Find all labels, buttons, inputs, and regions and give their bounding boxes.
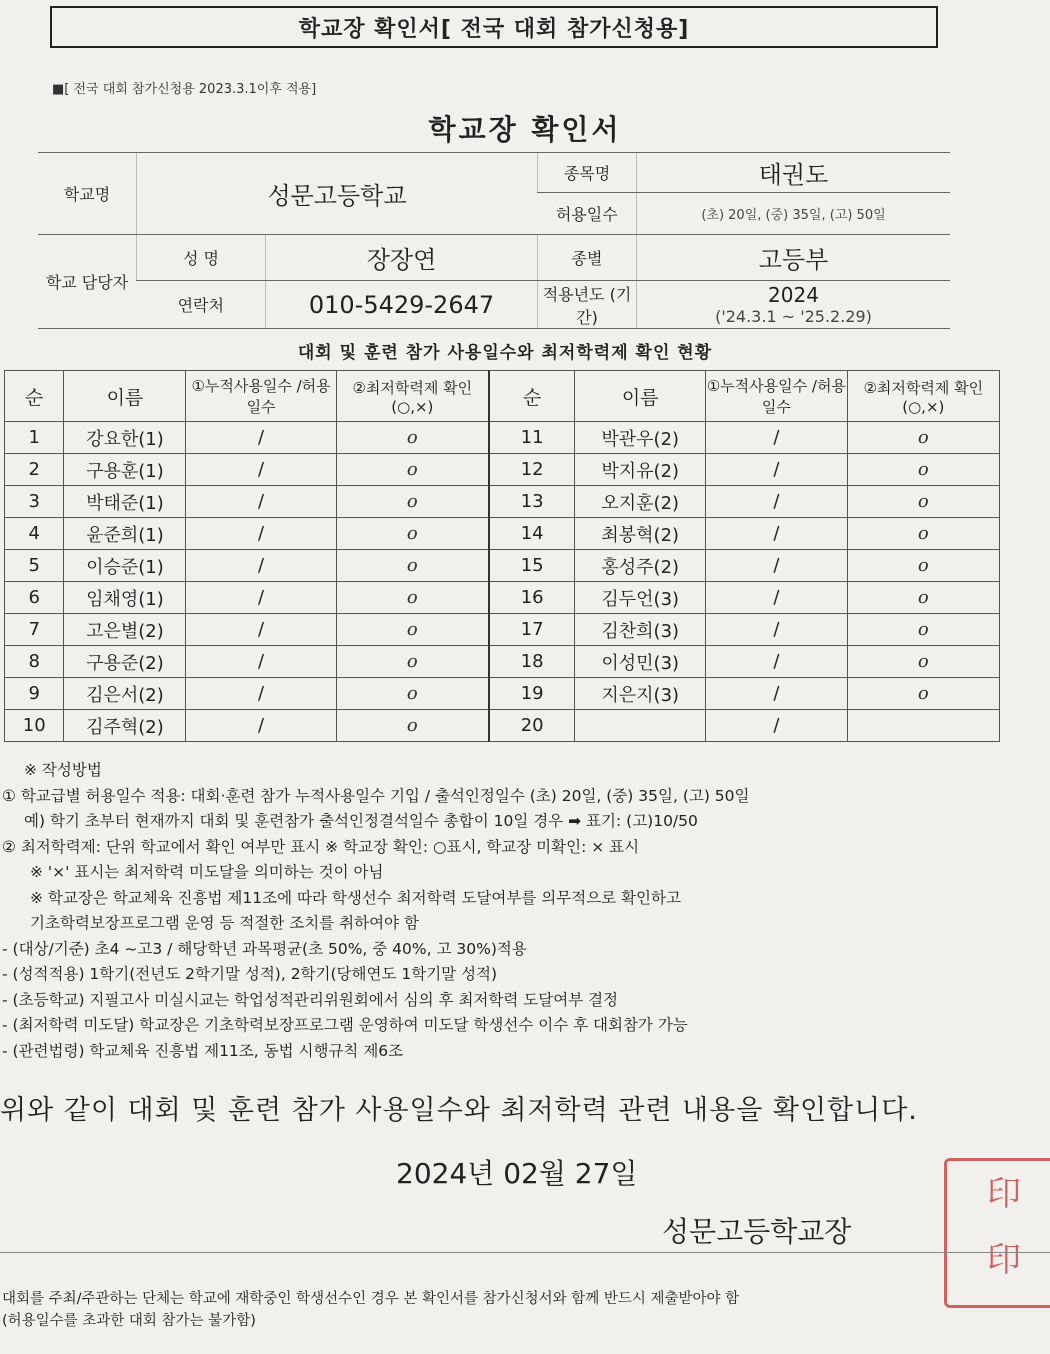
row-no: 8 <box>5 646 64 678</box>
instruction-line: ※ '×' 표시는 최저학력 미도달을 의미하는 것이 아님 <box>30 863 384 881</box>
row-days: / <box>186 454 336 486</box>
row-no: 4 <box>5 518 64 550</box>
row-check: o <box>847 614 999 646</box>
header-no: 순 <box>489 371 575 422</box>
row-check: o <box>847 486 999 518</box>
row-name: 이성민(3) <box>575 646 706 678</box>
year-label: 적용년도 (기간) <box>538 281 637 329</box>
table-row <box>5 710 1000 742</box>
row-days: / <box>186 646 336 678</box>
row-check: o <box>336 646 489 678</box>
row-name: 오지훈(2) <box>575 486 706 518</box>
row-check: o <box>336 486 489 518</box>
year-cell <box>637 281 951 329</box>
row-name: 윤준희(1) <box>64 518 186 550</box>
row-no: 14 <box>489 518 575 550</box>
row-check: o <box>847 518 999 550</box>
footer-divider <box>0 1252 1050 1253</box>
instruction-line: ② 최저학력제: 단위 학교에서 확인 여부만 표시 ※ 학교장 확인: ○표시, 학교장 미확인: × 표시 <box>2 837 640 856</box>
division-value: 고등부 <box>637 235 951 281</box>
document-title: 학교장 확인서 <box>428 113 622 146</box>
row-days: / <box>186 518 336 550</box>
header-check: ②최저학력제 확인(○,×) <box>847 371 999 422</box>
name-label: 성 명 <box>137 235 266 281</box>
instruction-line: - (초등학교) 지필고사 미실시교는 학업성적관리위원회에서 심의 후 최저학력 도달여부 결정 <box>2 990 619 1009</box>
row-check: o <box>336 582 489 614</box>
row-no: 15 <box>489 550 575 582</box>
table-row <box>5 582 1000 614</box>
period-value: ('24.3.1 ~ '25.2.29) <box>715 307 872 326</box>
row-days: / <box>706 422 848 454</box>
row-check: o <box>847 646 999 678</box>
row-name: 이승준(1) <box>64 550 186 582</box>
footer-line: 대회를 주최/주관하는 단체는 학교에 재학중인 학생선수인 경우 본 확인서를 참가신청서와 함께 반드시 제출받아야 함 <box>2 1291 740 1307</box>
row-days: / <box>706 518 848 550</box>
row-days: / <box>706 710 848 742</box>
row-no: 9 <box>5 678 64 710</box>
row-name: 김은서(2) <box>64 678 186 710</box>
issue-date: 2024년 02월 27일 <box>396 1157 638 1190</box>
instruction-line: - (관련법령) 학교체육 진흥법 제11조, 동법 시행규칙 제6조 <box>2 1041 404 1060</box>
row-name: 강요한(1) <box>64 422 186 454</box>
row-days: / <box>186 678 336 710</box>
row-days: / <box>706 678 848 710</box>
row-no: 3 <box>5 486 64 518</box>
footer-notes <box>2 1288 739 1332</box>
table-row <box>5 678 1000 710</box>
row-days: / <box>186 486 336 518</box>
row-check: o <box>847 550 999 582</box>
row-check: o <box>847 678 999 710</box>
table-row <box>5 422 1000 454</box>
allowed-days-label: 허용일수 <box>538 193 637 235</box>
instruction-line: - (성적적용) 1학기(전년도 2학기말 성적), 2학기(당해연도 1학기말 성적) <box>2 965 498 983</box>
row-days: / <box>706 486 848 518</box>
row-no: 20 <box>489 710 575 742</box>
row-name: 구용훈(1) <box>64 454 186 486</box>
instruction-line: 기초학력보장프로그램 운영 등 적절한 조치를 취하여야 함 <box>30 914 419 932</box>
row-no: 5 <box>5 550 64 582</box>
row-check: o <box>847 422 999 454</box>
row-name: 김두언(3) <box>575 582 706 614</box>
row-name: 박지유(2) <box>575 454 706 486</box>
row-check: o <box>847 454 999 486</box>
row-days: / <box>186 422 336 454</box>
row-no: 6 <box>5 582 64 614</box>
row-no: 16 <box>489 582 575 614</box>
row-name: 지은지(3) <box>575 678 706 710</box>
row-name <box>575 710 706 742</box>
row-no: 1 <box>5 422 64 454</box>
row-no: 2 <box>5 454 64 486</box>
instructions <box>2 758 1042 1064</box>
row-no: 13 <box>489 486 575 518</box>
official-seal-icon: 印 印 <box>944 1158 1050 1308</box>
row-check: o <box>336 518 489 550</box>
table-row <box>5 518 1000 550</box>
manager-name: 장장연 <box>266 235 538 281</box>
header-check: ②최저학력제 확인(○,×) <box>336 371 489 422</box>
footer-line: (허용일수를 초과한 대회 참가는 불가함) <box>2 1313 256 1329</box>
row-no: 17 <box>489 614 575 646</box>
form-banner: 학교장 확인서[ 전국 대회 참가신청용] <box>50 6 938 48</box>
form-version-note: ■[ 전국 대회 참가신청용 2023.3.1이후 적용] <box>52 82 317 97</box>
year-value: 2024 <box>768 283 819 307</box>
row-no: 11 <box>489 422 575 454</box>
header-days: ①누적사용일수 /허용일수 <box>706 371 848 422</box>
roster-title: 대회 및 훈련 참가 사용일수와 최저학력제 확인 현황 <box>297 343 713 363</box>
division-label: 종별 <box>538 235 637 281</box>
row-check: o <box>847 582 999 614</box>
row-no: 10 <box>5 710 64 742</box>
manager-label: 학교 담당자 <box>38 235 137 329</box>
table-row <box>5 646 1000 678</box>
row-name: 구용준(2) <box>64 646 186 678</box>
row-name: 최봉혁(2) <box>575 518 706 550</box>
header-days: ①누적사용일수 /허용일수 <box>186 371 336 422</box>
instructions-heading: ※ 작성방법 <box>24 761 102 779</box>
row-name: 김찬희(3) <box>575 614 706 646</box>
header-name: 이름 <box>64 371 186 422</box>
row-check: o <box>336 710 489 742</box>
row-days: / <box>186 550 336 582</box>
row-no: 18 <box>489 646 575 678</box>
row-name: 박관우(2) <box>575 422 706 454</box>
info-table <box>38 152 950 329</box>
event-label: 종목명 <box>538 153 637 193</box>
instruction-line: - (최저학력 미도달) 학교장은 기초학력보장프로그램 운영하여 미도달 학생선수 이수 후 대회참가 가능 <box>2 1016 688 1034</box>
contact-value: 010-5429-2647 <box>266 281 538 329</box>
row-days: / <box>706 550 848 582</box>
row-no: 19 <box>489 678 575 710</box>
row-check: o <box>336 678 489 710</box>
row-days: / <box>706 646 848 678</box>
row-name: 고은별(2) <box>64 614 186 646</box>
school-label: 학교명 <box>38 153 137 235</box>
row-days: / <box>706 454 848 486</box>
row-check: o <box>336 422 489 454</box>
row-days: / <box>706 582 848 614</box>
row-check <box>847 710 999 742</box>
instruction-line: 예) 학기 초부터 현재까지 대회 및 훈련참가 출석인정결석일수 총합이 10일 경우 ➡ 표기: (고)10/50 <box>24 812 698 830</box>
row-name: 홍성주(2) <box>575 550 706 582</box>
instruction-line: ※ 학교장은 학교체육 진흥법 제11조에 따라 학생선수 최저학력 도달여부를 의무적으로 확인하고 <box>30 888 681 907</box>
row-check: o <box>336 550 489 582</box>
principal-signature: 성문고등학교장 <box>662 1215 852 1248</box>
row-no: 7 <box>5 614 64 646</box>
row-check: o <box>336 454 489 486</box>
row-days: / <box>186 614 336 646</box>
instruction-line: - (대상/기준) 초4 ~고3 / 해당학년 과목평균(초 50%, 중 40%, 고 30%)적용 <box>2 939 527 958</box>
table-row <box>5 454 1000 486</box>
table-row <box>5 614 1000 646</box>
row-name: 김주혁(2) <box>64 710 186 742</box>
row-days: / <box>706 614 848 646</box>
row-name: 임채영(1) <box>64 582 186 614</box>
roster-table <box>4 370 1000 742</box>
allowed-days-value: (초) 20일, (중) 35일, (고) 50일 <box>637 193 951 235</box>
table-row <box>5 550 1000 582</box>
row-name: 박태준(1) <box>64 486 186 518</box>
row-days: / <box>186 710 336 742</box>
table-row <box>5 486 1000 518</box>
header-no: 순 <box>5 371 64 422</box>
row-no: 12 <box>489 454 575 486</box>
event-value: 태권도 <box>637 153 951 193</box>
instruction-line: ① 학교급별 허용일수 적용: 대회·훈련 참가 누적사용일수 기입 / 출석인정일수 (초) 20일, (중) 35일, (고) 50일 <box>2 786 750 805</box>
confirmation-statement: 위와 같이 대회 및 훈련 참가 사용일수와 최저학력 관련 내용을 확인합니다. <box>0 1095 918 1126</box>
contact-label: 연락처 <box>137 281 266 329</box>
school-name: 성문고등학교 <box>137 153 538 235</box>
row-check: o <box>336 614 489 646</box>
row-days: / <box>186 582 336 614</box>
header-name: 이름 <box>575 371 706 422</box>
